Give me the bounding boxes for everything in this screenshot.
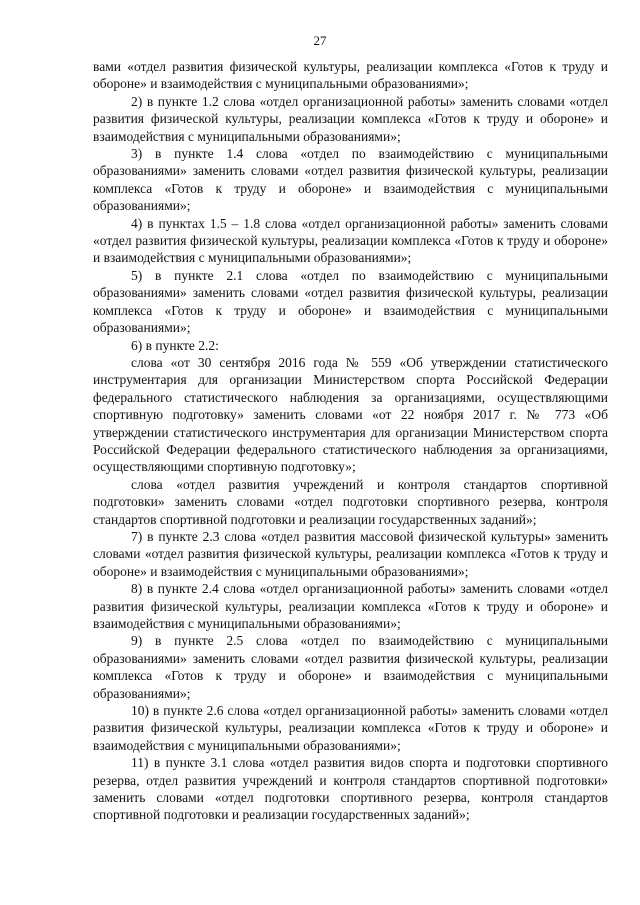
paragraph-item-3: 3) в пункте 1.4 слова «отдел по взаимодействию с муниципальными образованиями» заменить словами «отдел развития физической культуры, реализации комплекса «Готов к труду и обороне» и взаимодействия с муниципальными образованиями»; — [93, 146, 608, 214]
document-body — [93, 58, 608, 824]
paragraph-item-7: 7) в пункте 2.3 слова «отдел развития массовой физической культуры» заменить словами «отдел развития физической культуры, реализации комплекса «Готов к труду и обороне» и взаимодействия с муниципальными образованиями»; — [93, 528, 608, 579]
paragraph-item-8: 8) в пункте 2.4 слова «отдел организационной работы» заменить словами «отдел развития физической культуры, реализации комплекса «Готов к труду и обороне» и взаимодействия с муниципальными образованиями»; — [93, 581, 608, 631]
paragraph-item-9: 9) в пункте 2.5 слова «отдел по взаимодействию с муниципальными образованиями» заменить словами «отдел развития физической культуры, реализации комплекса «Готов к труду и обороне» и взаимодействия с муниципальными образованиями»; — [93, 633, 608, 701]
paragraph-item-6-sub-2: слова «отдел развития учреждений и контроля стандартов спортивной подготовки» заменить словами «отдел подготовки спортивного резерва, контроля стандартов спортивной подготовки и реализации государственных заданий»; — [93, 476, 608, 527]
page-number: 27 — [313, 33, 327, 48]
paragraph-item-4: 4) в пунктах 1.5 – 1.8 слова «отдел организационной работы» заменить словами «отдел развития физической культуры, реализации комплекса «Готов к труду и обороне» и взаимодействия с муниципальными образованиями»; — [93, 215, 608, 266]
paragraph-item-6: 6) в пункте 2.2: — [131, 337, 219, 353]
paragraph-item-10: 10) в пункте 2.6 слова «отдел организационной работы» заменить словами «отдел развития физической культуры, реализации комплекса «Готов к труду и обороне» и взаимодействия с муниципальными образованиями»; — [93, 703, 608, 753]
paragraph-item-5: 5) в пункте 2.1 слова «отдел по взаимодействию с муниципальными образованиями» заменить словами «отдел развития физической культуры, реализации комплекса «Готов к труду и обороне» и взаимодействия с муниципальными образованиями»; — [93, 267, 608, 336]
paragraph-item-2: 2) в пункте 1.2 слова «отдел организационной работы» заменить словами «отдел развития физической культуры, реализации комплекса «Готов к труду и обороне» и взаимодействия с муниципальными образованиями»; — [93, 93, 608, 144]
paragraph-continuation: вами «отдел развития физической культуры, реализации комплекса «Готов к труду и обороне» и взаимодействия с муниципальными образованиями»; — [93, 59, 608, 92]
paragraph-item-11: 11) в пункте 3.1 слова «отдел развития видов спорта и подготовки спортивного резерва, отдел развития учреждений и контроля стандартов спортивной подготовки» заменить словами «отдел подготовки спортивного резерва, контроля стандартов спортивной подготовки и реализации государственных заданий»; — [93, 755, 608, 823]
paragraph-item-6-sub-1: слова «от 30 сентября 2016 года № 559 «Об утверждении статистического инструментария для организации Министерством спорта Российской Федерации федерального статистического наблюдения за организациями, осуществляющими спортивную подготовку» заменить словами «от 22 ноября 2017 г. № 773 «Об утверждении статистического инструментария для организации Министерством спорта Российской Федерации федерального статистического наблюдения за организациями, осуществляющими спортивную подготовку»; — [93, 354, 608, 475]
